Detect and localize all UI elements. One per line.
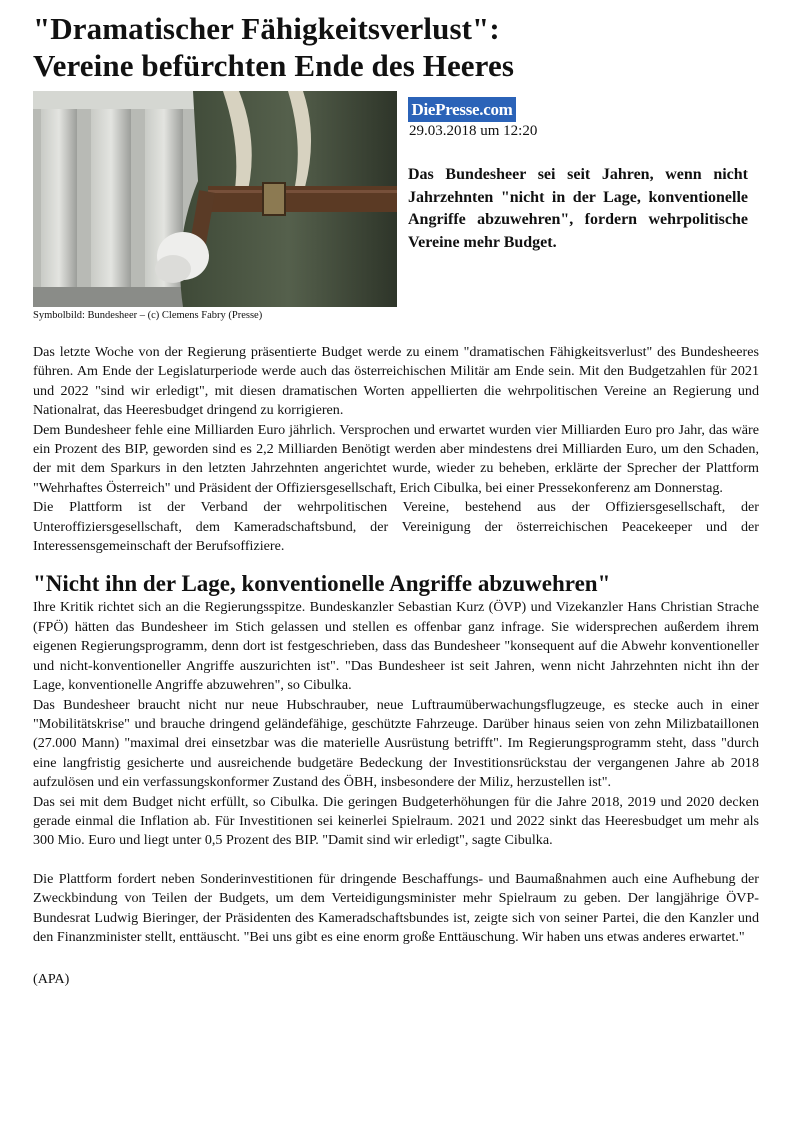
- article-photo: [33, 91, 397, 307]
- photo-caption: Symbolbild: Bundesheer – (c) Clemens Fabry (Presse): [33, 310, 263, 321]
- headline-line-2: Vereine befürchten Ende des Heeres: [33, 48, 514, 83]
- soldier-photo-illustration: [33, 91, 397, 307]
- article-teaser: Das Bundesheer sei seit Jahren, wenn nicht Jahrzehnten "nicht in der Lage, konventionelle Angriffe abzuwehren", fordern wehrpolitische Vereine mehr Budget.: [408, 166, 748, 251]
- body-paragraph: Ihre Kritik richtet sich an die Regierungsspitze. Bundeskanzler Sebastian Kurz (ÖVP) und Vizekanzler Hans Christian Strache (FPÖ) hätten das Bundesheer im Stich gelassen und stellen es offenbar ganz infrage. Sie widersprechen außerdem ihrem eigenen Regierungsprogramm, denn dort ist festgeschrieben, dass das Bundesheer "konsequent auf die Abwehr konventioneller und nicht-konventioneller Angriffe auszurichten ist". "Das Bundesheer ist seit Jahren, wenn nicht Jahrzehnten nicht ihn der Lage, konventionelle Angriffe abzuwehren", so Cibulka.: [33, 599, 759, 694]
- body-paragraph: Das sei mit dem Budget nicht erfüllt, so Cibulka. Die geringen Budgeterhöhungen für die Jahre 2018, 2019 und 2020 decken gerade einmal die Inflation ab. Für Investitionen sei keinerlei Spielraum. 2021 und 2022 sinkt das Heeresbudget um mehr als 300 Mio. Euro und liegt unter 0,5 Prozent des BIP. "Damit sind wir erledigt", sagte Cibulka.: [33, 793, 759, 849]
- diepresse-logo: DiePresse.com: [408, 97, 516, 122]
- publish-date: 29.03.2018 um 12:20: [409, 123, 538, 139]
- headline-line-1: "Dramatischer Fähigkeitsverlust":: [33, 11, 500, 46]
- section-subheading: "Nicht ihn der Lage, konventionelle Angriffe abzuwehren": [33, 571, 611, 597]
- body-paragraph: Die Plattform fordert neben Sonderinvestitionen für dringende Beschaffungs- und Baumaßnahmen auch eine Aufhebung der Zweckbindung von Teilen der Budgets, um dem Verteidigungsminister mehr Spielraum zu geben. Der langjährige ÖVP-Bundesrat Ludwig Bieringer, der Präsidenten des Kameradschaftsbundes ist, zeigte sich von seiner Partei, die den Kanzler und den Finanzminister stellt, enttäuscht. "Bei uns gibt es eine enorm große Enttäuschung. Wir haben uns etwas anderes erwartet.": [33, 870, 759, 945]
- article-headline: [33, 10, 514, 84]
- agency-credit: (APA): [33, 971, 70, 988]
- body-paragraph: Das Bundesheer braucht nicht nur neue Hubschrauber, neue Luftraumüberwachungsflugzeuge, es stecke auch in einer "Mobilitätskrise" und brauche dringend geländefähige, geschützte Fahrzeuge. Darüber hinaus seien von zehn Milizbataillonen (27.000 Mann) "maximal drei einsetzbar was die materielle Ausrüstung betrifft". Im Regierungsprogramm steht, dass "durch eine langfristig gesicherte und ausreichende budgetäre Bedeckung der Investitionsrückstau der vergangenen Jahre ab 2018 aufzulösen und ein verfassungskonformer Zustand des ÖBH, insbesondere der Miliz, herzustellen ist".: [33, 696, 759, 791]
- body-paragraph: Die Plattform ist der Verband der wehrpolitischen Vereine, bestehend aus der Offiziersgesellschaft, der Unteroffiziersgesellschaft, dem Kameradschaftsbund, der Vereinigung der österreichischen Peacekeeper und der Interessensgemeinschaft der Berufsoffiziere.: [33, 499, 759, 555]
- body-paragraph: Dem Bundesheer fehle eine Milliarden Euro jährlich. Versprochen und erwartet wurden vier Milliarden Euro pro Jahr, das wäre ein Prozent des BIP, geworden sind es 2,2 Milliarden Benötigt werden aber mindestens drei Milliarden Euro, um den Schaden, der mit dem Sparkurs in den letzten Jahrzehnten angerichtet wurde, wieder zu beheben, erklärte der Sprecher der Plattform "Wehrhaftes Österreich" und Präsident der Offiziersgesellschaft, Erich Cibulka, bei einer Pressekonferenz am Donnerstag.: [33, 421, 759, 496]
- body-paragraph: Das letzte Woche von der Regierung präsentierte Budget werde zu einem "dramatischen Fähigkeitsverlust" des Bundesheeres führen. Am Ende der Legislaturperiode werde auch das österreichischen Militär am Ende sein. Mit den Budgetzahlen für 2021 und 2022 "sind wir erledigt", mit diesen dramatischen Worten appellierten die wehrpolitischen Vereine an Regierung und Nationalrat, das Heeresbudget dringend zu korrigieren.: [33, 344, 759, 419]
- article-body: [33, 343, 759, 990]
